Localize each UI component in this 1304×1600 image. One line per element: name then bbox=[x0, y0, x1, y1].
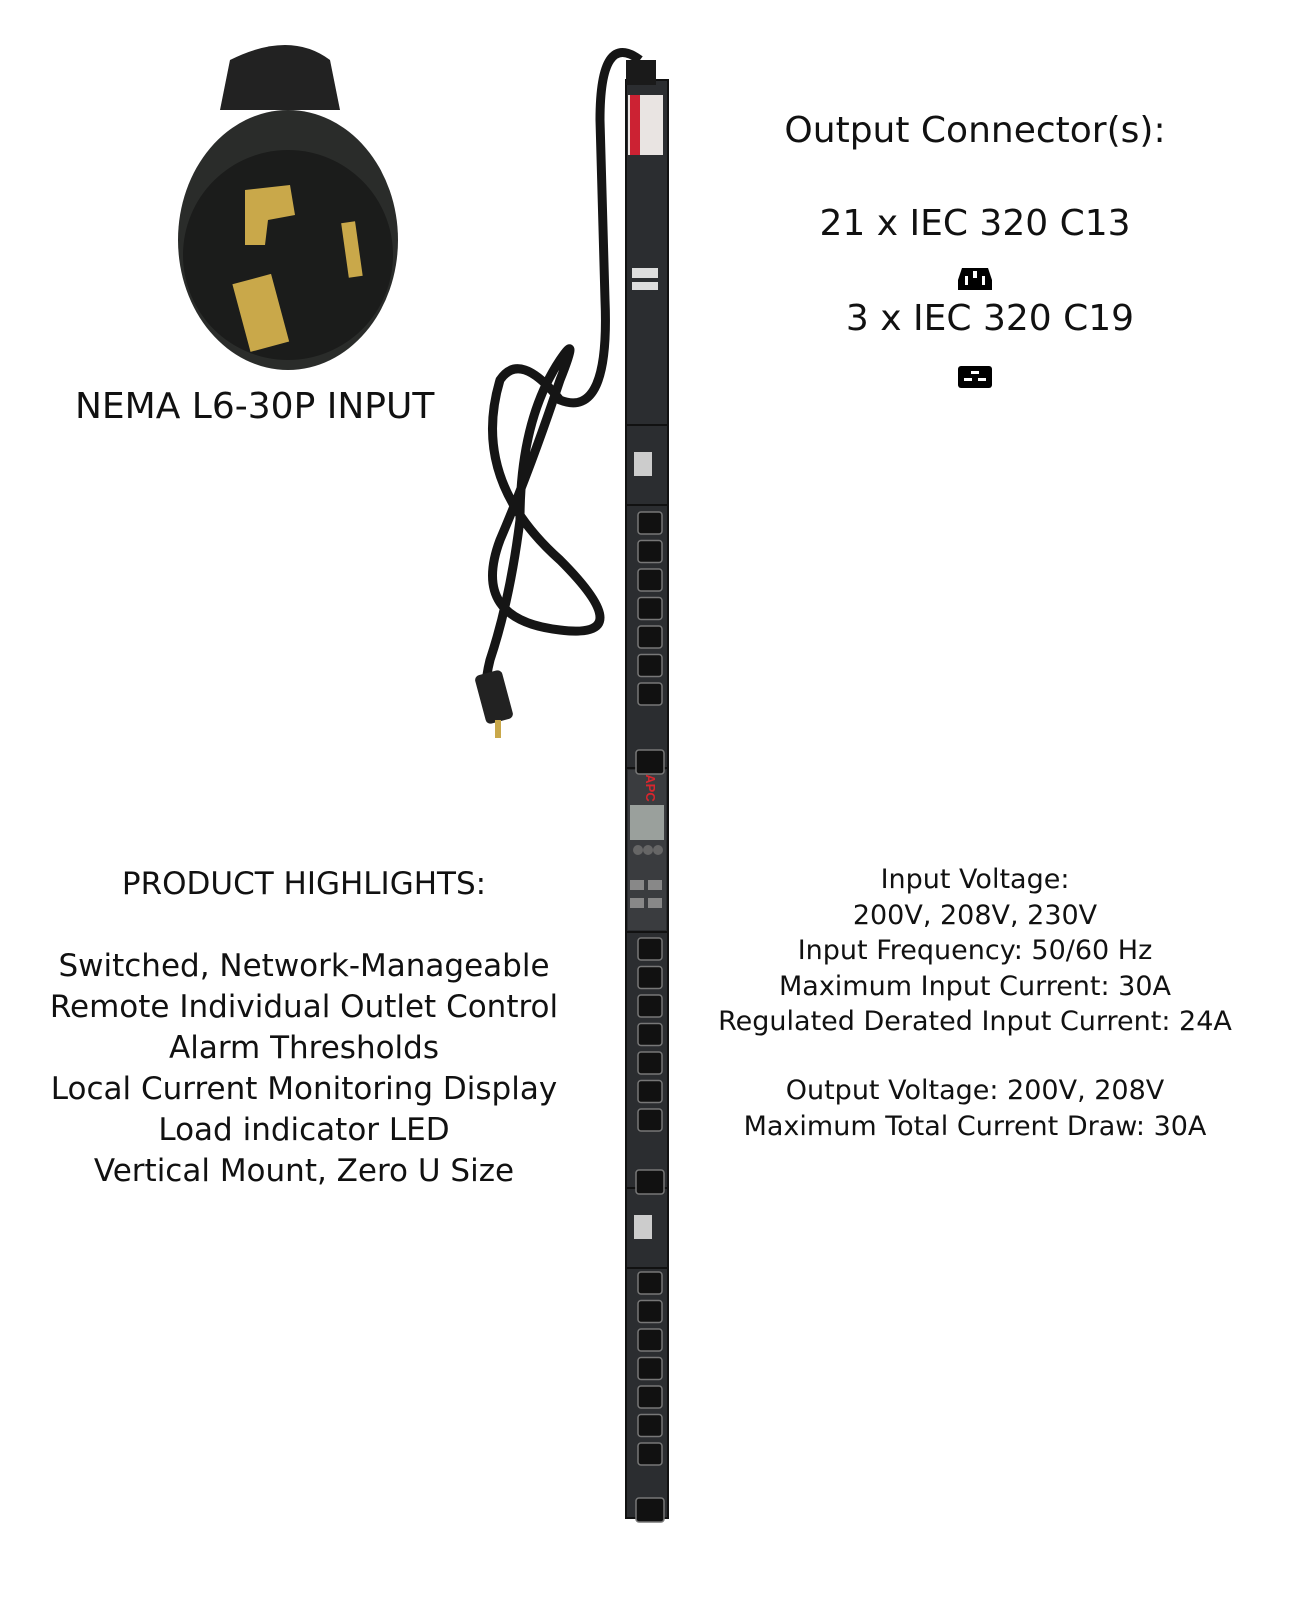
c13-outlet bbox=[638, 967, 662, 989]
c13-outlet-icon bbox=[958, 268, 992, 290]
c13-outlet bbox=[638, 1329, 662, 1351]
spec-line: Input Voltage: bbox=[880, 864, 1070, 895]
highlight-item: Local Current Monitoring Display bbox=[50, 1071, 558, 1107]
c13-outlet bbox=[638, 541, 662, 563]
c13-outlet bbox=[638, 683, 662, 705]
c13-outlet bbox=[638, 1358, 662, 1380]
spec-line: Output Voltage: 200V, 208V bbox=[785, 1075, 1165, 1106]
highlights-list bbox=[0, 946, 608, 1192]
c19-outlet bbox=[636, 1498, 664, 1522]
c13-outlet bbox=[638, 995, 662, 1017]
c19-outlet-icon bbox=[958, 366, 992, 388]
c13-outlet bbox=[638, 598, 662, 620]
c13-connector-text: 21 x IEC 320 C13 bbox=[819, 203, 1131, 244]
c13-outlet bbox=[638, 569, 662, 591]
c19-outlet bbox=[636, 750, 664, 774]
c13-outlet bbox=[638, 626, 662, 648]
highlights-heading: PRODUCT HIGHLIGHTS: bbox=[121, 866, 487, 902]
highlight-item: Alarm Thresholds bbox=[169, 1030, 439, 1066]
c13-outlet bbox=[638, 1081, 662, 1103]
nema-plug-image bbox=[178, 45, 398, 370]
c13-outlet bbox=[638, 938, 662, 960]
spec-line: Input Frequency: 50/60 Hz bbox=[797, 935, 1153, 966]
input-label: NEMA L6-30P INPUT bbox=[75, 386, 435, 427]
power-cord bbox=[486, 53, 640, 711]
output-heading: Output Connector(s): bbox=[784, 110, 1166, 151]
c13-outlet bbox=[638, 1109, 662, 1131]
highlight-item: Switched, Network-Manageable bbox=[58, 948, 550, 984]
apc-logo: APC bbox=[643, 774, 658, 802]
pdu-body bbox=[626, 60, 668, 1518]
spec-line: Regulated Derated Input Current: 24A bbox=[718, 1006, 1232, 1037]
spec-line: Maximum Total Current Draw: 30A bbox=[743, 1110, 1207, 1142]
c13-outlet bbox=[638, 512, 662, 534]
c19-connector-text: 3 x IEC 320 C19 bbox=[845, 298, 1135, 339]
spec-line: 200V, 208V, 230V bbox=[852, 899, 1098, 931]
c13-outlet bbox=[638, 1024, 662, 1046]
c13-outlet bbox=[638, 1415, 662, 1437]
highlight-item: Remote Individual Outlet Control bbox=[49, 989, 559, 1025]
c19-outlet bbox=[636, 1170, 664, 1194]
c13-outlet bbox=[638, 1272, 662, 1294]
output-specs bbox=[680, 1073, 1270, 1144]
spec-line: Maximum Input Current: 30A bbox=[778, 970, 1172, 1002]
c13-outlet bbox=[638, 1052, 662, 1074]
input-specs bbox=[680, 862, 1270, 1040]
c13-outlet bbox=[638, 1301, 662, 1323]
c13-outlet bbox=[638, 1443, 662, 1465]
highlight-item: Load indicator LED bbox=[158, 1112, 450, 1148]
highlight-item: Vertical Mount, Zero U Size bbox=[93, 1153, 515, 1189]
c13-outlet bbox=[638, 655, 662, 677]
c13-outlet bbox=[638, 1386, 662, 1408]
